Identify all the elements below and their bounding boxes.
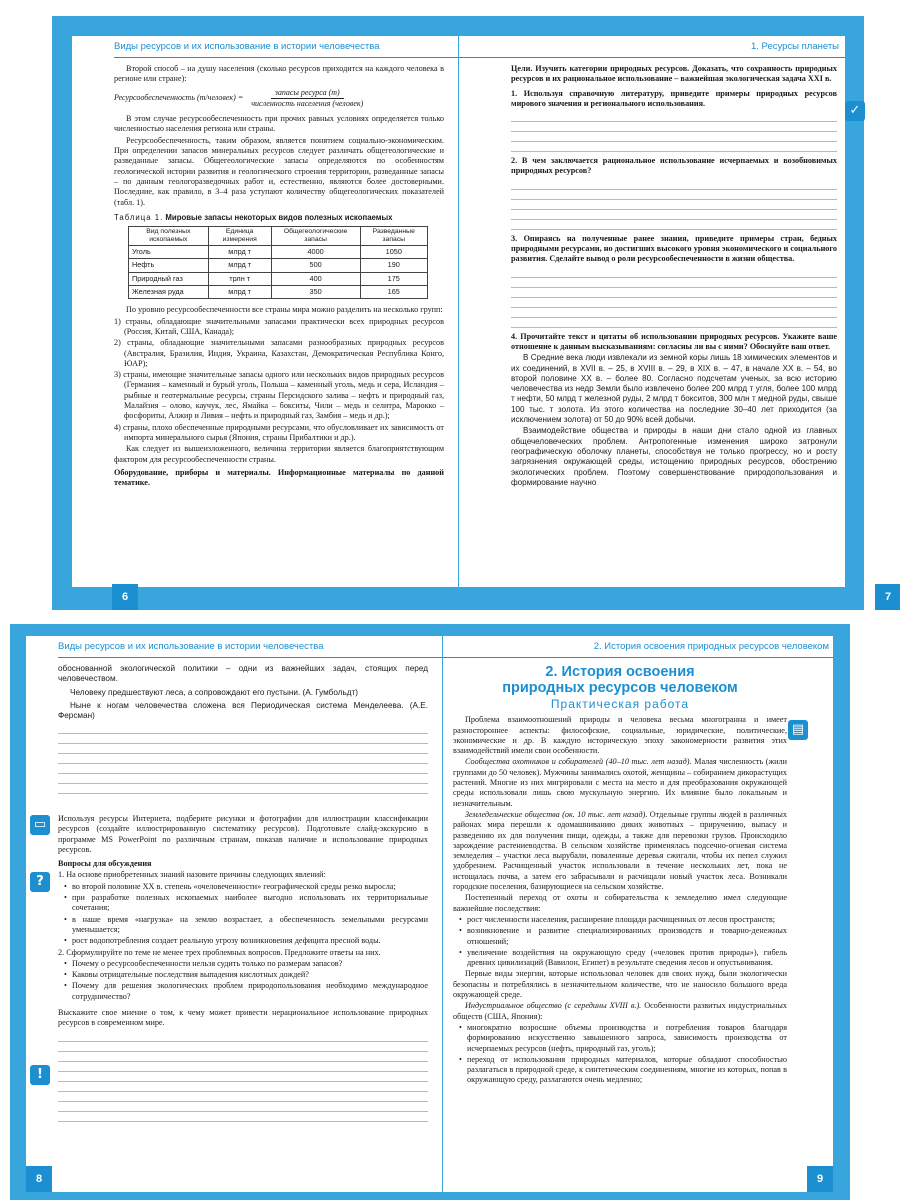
list-item: • увеличение воздействия на окружающую среду («человек против природы»), гибель древних цивилизаций (Вавилон, Египет) в результате сведения лесов и опустынивания.	[467, 948, 787, 969]
exclamation-icon: !	[30, 1065, 50, 1085]
goals: Цели. Изучить категории природных ресурсов. Доказать, что сохранность природных ресурсов и их рациональное использование – важнейшая экологическая задача XXI в.	[511, 64, 837, 84]
quote: Ныне к ногам человечества сложена вся Периодическая система Менделеева. (А.Е. Ферсман)	[58, 700, 428, 721]
page-8	[26, 636, 442, 1192]
table-cell: 4000	[271, 246, 360, 259]
question: 1. На основе приобретенных знаний назовите причины следующих явлений:	[58, 870, 326, 880]
paragraph: Второй способ – на душу населения (сколько ресурсов приходится на каждого человека в регионе или стране):	[114, 64, 444, 84]
paragraph	[453, 757, 787, 808]
text-column	[511, 64, 837, 489]
list-item: • во второй половине XX в. степень «очеловеченности» географической среды резко выросла;	[72, 882, 428, 892]
era-label: Сообщества охотников и собирателей (40–10 тыс. лет назад).	[465, 757, 692, 767]
list-item: • при разработке полезных ископаемых наиболее выгодно использовать их территориальные сочетания;	[72, 893, 428, 914]
list-item: • Почему для решения экологических проблем природопользования необходимо международное сотрудничество?	[72, 981, 428, 1002]
table-cell: трлн т	[208, 272, 271, 285]
table-cell: Железная руда	[129, 286, 209, 299]
chapter-title-line: природных ресурсов человеком	[502, 680, 738, 696]
questions-title: Вопросы для обсуждения	[58, 859, 152, 869]
page-6	[72, 36, 458, 587]
list-item: 2) страны, обладающие значительными запасами разнообразных природных ресурсов (Австралия, Бразилия, Индия, Украина, Казахстан, Демократическая Республика Конго, ЮАР);	[114, 338, 444, 368]
table-cell: Природный газ	[129, 272, 209, 285]
table-header-row	[129, 227, 428, 246]
answer-lines	[58, 1032, 428, 1122]
question: 2. Сформулируйте по теме не менее трех проблемных вопросов. Предложите ответы на них.	[58, 947, 381, 957]
computer-icon: ▭	[30, 815, 50, 835]
paragraph	[453, 810, 787, 892]
table-header-cell: Единица измерения	[208, 227, 271, 246]
header-rule	[114, 57, 458, 58]
paragraph: По уровню ресурсообеспеченности все страны мира можно разделить на несколько групп:	[126, 305, 443, 315]
paragraph: Ресурсообеспеченность, таким образом, является понятием социально-экономическим. При определении запасов минеральных ресурсов следует различать общегеологические и разведанные запасы. Общегеологические запасы определяются по особенностям геологической истории развития и геологического строения территории, разведанные запасы – по данным геологоразведочных работ и, естественно, являются более достоверными. Последние, как правило, в 3–4 раза уступают количеству общегеологических показателей (табл. 1).	[114, 135, 444, 207]
page-number: 8	[26, 1166, 52, 1192]
consequence-list	[453, 915, 787, 968]
paragraph: Постепенный переход от охоты и собирательства к земледелию имел следующие важнейшие последствия:	[453, 893, 787, 913]
list-item: 3) страны, имеющие значительные запасы одного или нескольких видов природных ресурсов (Германия – каменный и бурый уголь, Польша – каменный уголь, медь и сера, Исландия – рыбные и геотермальные ресурсы, страны Персидского залива – нефть и природный газ, Малайзия – олово, каучук, лес, Ямайка – бокситы, Чили – медь и селитра, Марокко – фосфориты, Алжир и Ливия – нефть и природный газ, Замбия – медь и др.);	[114, 370, 444, 421]
table-header-cell: Вид полезных ископаемых	[129, 227, 209, 246]
table-label: Таблица 1.	[114, 212, 164, 222]
running-header: 1. Ресурсы планеты	[750, 41, 839, 52]
task: 3. Опираясь на полученные ранее знания, приведите примеры стран, бедных природными ресурсами, но достигших высокого уровня экономического и социального развития. Сделайте вывод о роли ресурсообеспеченности в жизни общества.	[511, 233, 837, 264]
running-header: Виды ресурсов и их использование в истории человечества	[114, 41, 380, 52]
table-row	[129, 272, 428, 285]
page-9	[443, 636, 833, 1192]
paragraph	[453, 1001, 787, 1022]
paragraph: В этом случае ресурсообеспеченность при прочих равных условиях определяется только численностью населения региона или страны.	[114, 114, 444, 134]
table-row	[129, 259, 428, 272]
answer-lines	[511, 112, 837, 152]
running-header: 2. История освоения природных ресурсов человеком	[593, 641, 829, 652]
equipment-note: Оборудование, приборы и материалы. Информационные материалы по данной тематике.	[114, 467, 444, 488]
era-label: Земледельческие общества (ок. 10 тыс. лет назад).	[465, 809, 648, 819]
page-number: 9	[807, 1166, 833, 1192]
table-cell: 400	[271, 272, 360, 285]
table-cell: млрд т	[208, 246, 271, 259]
table-cell: млрд т	[208, 286, 271, 299]
question-list	[58, 882, 428, 947]
page-number: 6	[112, 584, 138, 610]
formula-lhs: Ресурсообеспеченность (т/человек) =	[114, 93, 244, 103]
table-cell: 165	[360, 286, 427, 299]
paragraph: Проблема взаимоотношений природы и человека весьма многогранна и имеет разностороннее аспекты: философские, социальные, юридические, политические, экономические и др. В каждую историческую эпоху закономерности развития этих взаимодействий имели свои особенности.	[453, 715, 787, 756]
answer-lines	[58, 724, 428, 794]
era-text: Отдельные группы людей в различных районах мира перешли к одомашниванию диких животных – приручению, выпасу и разведению их для получения пищи, одежды, а также для перевозки грузов. Происходило зарождение растениеводства. В сельском хозяйстве применялась подсечно-огневая система земледелия – участки леса вырубали, поваленные деревья сжигали, чтобы их пепел служил удобрением. Расчищенный участок использовали в течение нескольких лет, пока не истощалась почва, а затем его забрасывали и расчищали новый участок леса. Возникали городские поселения, базирующиеся на сельском хозяйстве.	[453, 809, 787, 892]
page-7	[459, 36, 845, 587]
answer-lines	[511, 268, 837, 328]
table-cell: 190	[360, 259, 427, 272]
formula-denominator: численность населения (человек)	[251, 98, 364, 108]
formula-fraction	[247, 88, 367, 110]
paragraph: Первые виды энергии, которые использовал человек для своих нужд, были экологически безопасны и потреблялись в незначительном количестве, что не наносило большого вреда окружающей среде.	[453, 969, 787, 1000]
formula-numerator: запасы ресурса (т)	[271, 88, 344, 99]
industrial-list	[453, 1023, 787, 1086]
table-cell: 175	[360, 272, 427, 285]
spread-pages-8-9	[0, 610, 900, 1200]
header-rule	[443, 657, 833, 658]
chapter-title-line: 2. История освоения	[545, 664, 695, 680]
table-row	[129, 246, 428, 259]
list-item: • рост водопотребления создает реальную угрозу возникновения дефицита пресной воды.	[72, 936, 428, 946]
list-item: • Почему о ресурсообеспеченности нельзя судить только по размерам запасов?	[72, 959, 428, 969]
internet-task: Используя ресурсы Интернета, подберите рисунки и фотографии для иллюстрации классификации ресурсов (создайте иллюстрированную систематику ресурсов). Подготовьте слайд-экскурсию в программе MS PowerPoint по различным странам, показав наличие и использование природных ресурсов.	[58, 814, 428, 854]
era-text: Особенности развитых индустриальных обществ (США, Япония):	[453, 1001, 787, 1021]
header-rule	[58, 657, 442, 658]
list-item: • возникновение и развитие специализированных производств и товарно-денежных отношений;	[467, 926, 787, 947]
chapter-subtitle: Практическая работа	[550, 697, 690, 711]
list-item: 4) страны, плохо обеспеченные природными ресурсами, что обусловливает их зависимость от импорта минерального сырья (Япония, страны Прибалтики и др.).	[114, 422, 444, 442]
opinion-task: Выскажите свое мнение о том, к чему может привести нерациональное использование природных ресурсов в современном мире.	[58, 1008, 428, 1028]
task-column	[58, 814, 428, 1126]
table-cell: 1050	[360, 246, 427, 259]
question-icon: ?	[30, 872, 50, 892]
book-icon: ▤	[788, 720, 808, 740]
table-header-cell: Общегеологические запасы	[271, 227, 360, 246]
table-row	[129, 286, 428, 299]
text-column	[453, 664, 787, 1087]
table-header-cell: Разведанные запасы	[360, 227, 427, 246]
era-label: Индустриальное общество (с середины XVIII в.).	[465, 1001, 642, 1011]
text-column	[114, 64, 444, 489]
page-number: 7	[875, 584, 900, 610]
list-item: • в наше время «нагрузка» на землю возрастает, а обеспеченность земельными ресурсами уменьшается;	[72, 915, 428, 936]
paragraph: Как следует из вышеизложенного, величина территории является благоприятствующим фактором для ресурсообеспеченности страны.	[114, 444, 444, 464]
running-header: Виды ресурсов и их использование в истории человечества	[58, 641, 324, 652]
era-text: Малая численность (жили группами до 50 человек). Мужчины занимались охотой, женщины – собиранием дикорастущих растений. Многие из них мигрировали с места на место и для преобразования окружающей среды использовали лишь свою мускульную энергию. Их влияние было локальным и незначительным.	[453, 757, 787, 808]
list-item: • многократно возросшие объемы производства и потребления товаров благодаря формированию искусственно завышенного запроса, зависимость производства от исчерпаемых ресурсов (нефть, природный газ, уголь);	[467, 1023, 787, 1054]
header-rule	[459, 57, 845, 58]
question-list	[58, 959, 428, 1002]
quote: Человеку предшествуют леса, а сопровождают его пустыни. (А. Гумбольдт)	[70, 687, 359, 697]
table-cell: млрд т	[208, 259, 271, 272]
list-item: 1) страны, обладающие значительными запасами практически всех природных ресурсов (Россия, Китай, США, Канада);	[114, 316, 444, 336]
checkmark-icon: ✓	[845, 101, 865, 121]
table-cell: Уголь	[129, 246, 209, 259]
paragraph: Взаимодействие общества и природы в наши дни стало одной из главных общечеловеческих проблем. Антропогенные изменения широко затронули географическую оболочку планеты, способствуя не только прогрессу, но и росту загрязнения окружающей среды, истощению природных ресурсов, обострению экологических проблем. Поэтому совершенствование природопользования и формирование научно	[511, 426, 837, 487]
table-cell: 500	[271, 259, 360, 272]
paragraph: обоснованной экологической политики – одни из важнейших задач, стоящих перед человечеством.	[58, 664, 428, 684]
list-item: • рост численности населения, расширение площади расчищенных от лесов пространств;	[467, 915, 787, 925]
list-item: • Каковы отрицательные последствия выпадения кислотных дождей?	[72, 970, 428, 980]
reserves-table	[128, 226, 428, 299]
table-title: Мировые запасы некоторых видов полезных ископаемых	[165, 212, 393, 222]
list-item: • переход от использования природных материалов, которые обладают способностью разлагаться в природной среде, к синтетическим соединениям, многие из которых, попав в окружающую среду, разлагаются очень медленно;	[467, 1055, 787, 1086]
table-cell: Нефть	[129, 259, 209, 272]
formula	[114, 88, 444, 110]
text-column	[58, 664, 428, 798]
answer-lines	[511, 180, 837, 230]
task: 2. В чем заключается рациональное использование исчерпаемых и возобновимых природных ресурсов?	[511, 156, 837, 176]
task: 1. Используя справочную литературу, приведите примеры природных ресурсов мирового значения и регионального использования.	[511, 88, 837, 108]
chapter-title	[453, 664, 787, 696]
table-cell: 350	[271, 286, 360, 299]
table-caption	[114, 213, 444, 223]
paragraph: В Средние века люди извлекали из земной коры лишь 18 химических элементов и их соединений, в XVII в. – 25, в XVIII в. – 29, в XIX в. – 47, в начале XX в. – 54, во второй половине XX в. – более 80. Согласно подсчетам ученых, за всю историю человечества из недр Земли было извлечено более 200 млрд т угля, более 100 млрд т нефти, 50 млрд т железной руды, 2 млрд т бокситов, 300 млн т медной руды, свыше 100 тыс. т золота. Из этого количества на последние 30–40 лет приходится (за исключением золота) от 50 до 90% всей добычи.	[511, 353, 837, 425]
task: 4. Прочитайте текст и цитаты об использовании природных ресурсов. Укажите ваше отношение к данным высказываниям: согласны ли вы с ними? Обоснуйте ваш ответ.	[511, 331, 837, 351]
